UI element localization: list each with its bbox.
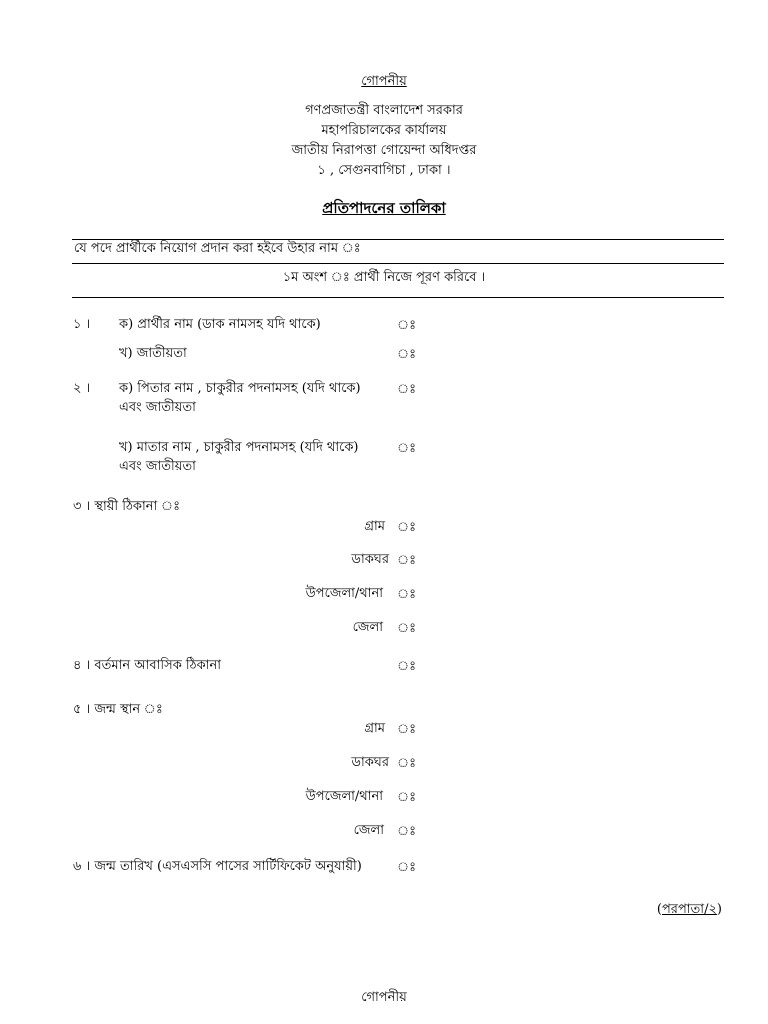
q3-post-office-colon: ঃ (397, 553, 417, 568)
q2-number: ২ । (73, 381, 91, 396)
q5-village-label: গ্রাম (364, 721, 385, 736)
q2-father-label-cont: এবং জাতীয়তা (119, 400, 196, 415)
q1-nationality-colon: ঃ (397, 347, 417, 362)
org-line-3: জাতীয় নিরাপত্তা গোয়েন্দা অধিদপ্তর (291, 143, 477, 158)
q5-district-colon: ঃ (397, 824, 417, 839)
form-title: প্রতিপাদনের তালিকা (322, 199, 446, 217)
section-heading: ১ম অংশ ঃ প্রার্থী নিজে পূরণ করিবে । (282, 270, 486, 285)
rule-middle (72, 263, 724, 264)
q3-district-colon: ঃ (397, 621, 417, 636)
q4-current-address-colon: ঃ (397, 659, 417, 674)
q2-father-colon: ঃ (397, 382, 417, 397)
org-line-2: মহাপরিচালকের কার্যালয় (321, 123, 447, 138)
q6-birth-date-colon: ঃ (397, 860, 417, 875)
q4-current-address-label: ৪ । বর্তমান আবাসিক ঠিকানা (73, 658, 221, 673)
q5-district-label: জেলা (353, 823, 384, 838)
q5-upazila-label: উপজেলা/থানা (305, 789, 383, 804)
q2-mother-colon: ঃ (397, 441, 417, 456)
rule-top (72, 239, 724, 240)
q6-birth-date-label: ৬ । জন্ম তারিখ (এসএসসি পাসের সার্টিফিকেট অনুযায়ী) (73, 859, 362, 874)
q3-village-colon: ঃ (397, 520, 417, 535)
q3-upazila-label: উপজেলা/থানা (305, 586, 383, 601)
q5-post-office-label: ডাকঘর (351, 755, 389, 770)
q5-village-colon: ঃ (397, 722, 417, 737)
q1-nationality-label: খ) জাতীয়তা (119, 346, 187, 361)
q3-village-label: গ্রাম (364, 519, 385, 534)
q2-mother-label-cont: এবং জাতীয়তা (119, 459, 196, 474)
next-page-note: (পরপাতা/২) (656, 902, 722, 917)
q1-applicant-name-label: ক) প্রার্থীর নাম (ডাক নামসহ যদি থাকে) (119, 317, 321, 332)
q5-upazila-colon: ঃ (397, 790, 417, 805)
q2-father-label: ক) পিতার নাম , চাকুরীর পদনামসহ (যদি থাকে) (119, 381, 361, 396)
q3-post-office-label: ডাকঘর (351, 552, 389, 567)
q3-district-label: জেলা (352, 620, 383, 635)
q1-applicant-name-colon: ঃ (397, 318, 417, 333)
q5-birthplace-label: ৫ । জন্ম স্থান ঃ (73, 702, 163, 717)
rule-bottom (72, 297, 724, 298)
q3-permanent-address-label: ৩ । স্থায়ী ঠিকানা ঃ (73, 499, 181, 514)
org-line-1: গণপ্রজাতন্ত্রী বাংলাদেশ সরকার (305, 103, 463, 118)
q1-number: ১ । (73, 317, 91, 332)
post-name-line: যে পদে প্রার্থীকে নিয়োগ প্রদান করা হইবে উহার নাম ঃ (74, 241, 361, 256)
confidential-top-label: গোপনীয় (361, 74, 407, 89)
q5-post-office-colon: ঃ (397, 756, 417, 771)
org-address: ১ , সেগুনবাগিচা , ঢাকা । (317, 163, 451, 178)
q3-upazila-colon: ঃ (397, 587, 417, 602)
confidential-bottom-label: গোপনীয় (361, 990, 407, 1005)
q2-mother-label: খ) মাতার নাম , চাকুরীর পদনামসহ (যদি থাকে) (119, 440, 359, 455)
